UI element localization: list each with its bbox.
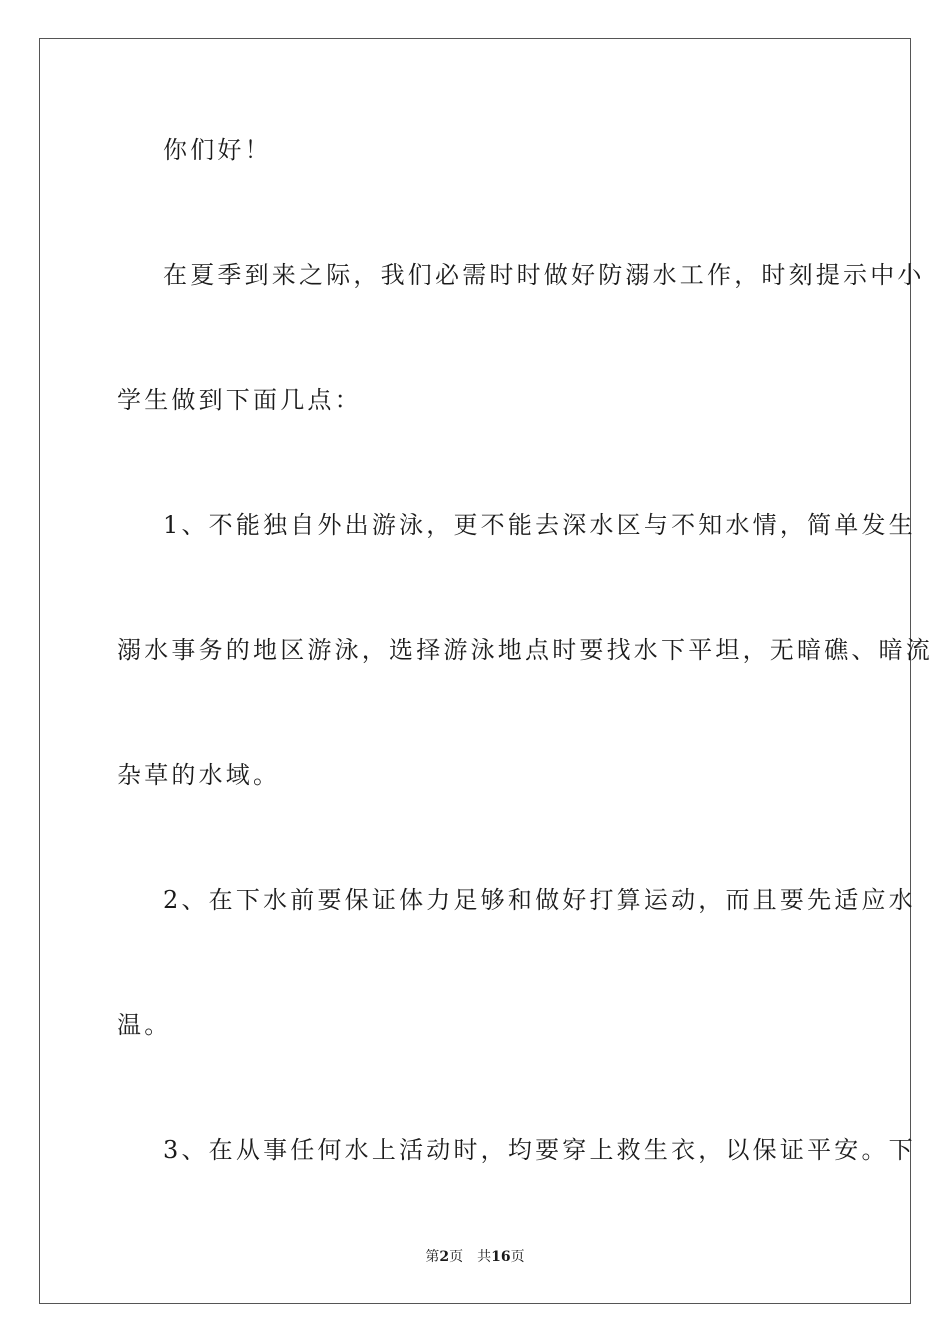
paragraph-intro-line-1: 在夏季到来之际，我们必需时时做好防溺水工作，时刻提示中小 (163, 261, 925, 289)
paragraph-intro-line-2: 学生做到下面几点： (117, 386, 362, 414)
footer-page-current: 2 (439, 1249, 450, 1265)
greeting-line: 你们好！ (163, 136, 272, 164)
footer-total-suffix: 页 (510, 1249, 525, 1265)
item-2-line-1: 2、在下水前要保证体力足够和做好打算运动，而且要先适应水 (163, 886, 916, 914)
footer-page-prefix: 第 (425, 1249, 440, 1265)
footer-total-prefix: 共 (477, 1249, 492, 1265)
footer-page-total: 16 (491, 1249, 511, 1265)
item-3-line-1: 3、在从事任何水上活动时，均要穿上救生衣，以保证平安。下 (163, 1136, 916, 1164)
page-frame (39, 38, 911, 1304)
item-1-line-3: 杂草的水域。 (117, 761, 281, 789)
item-1-line-1: 1、不能独自外出游泳，更不能去深水区与不知水情，简单发生 (163, 511, 916, 539)
page-footer (0, 1248, 950, 1266)
footer-page-suffix: 页 (449, 1249, 464, 1265)
item-1-line-2: 溺水事务的地区游泳，选择游泳地点时要找水下平坦，无暗礁、暗流 (117, 636, 933, 664)
item-2-line-2: 温。 (117, 1011, 172, 1039)
